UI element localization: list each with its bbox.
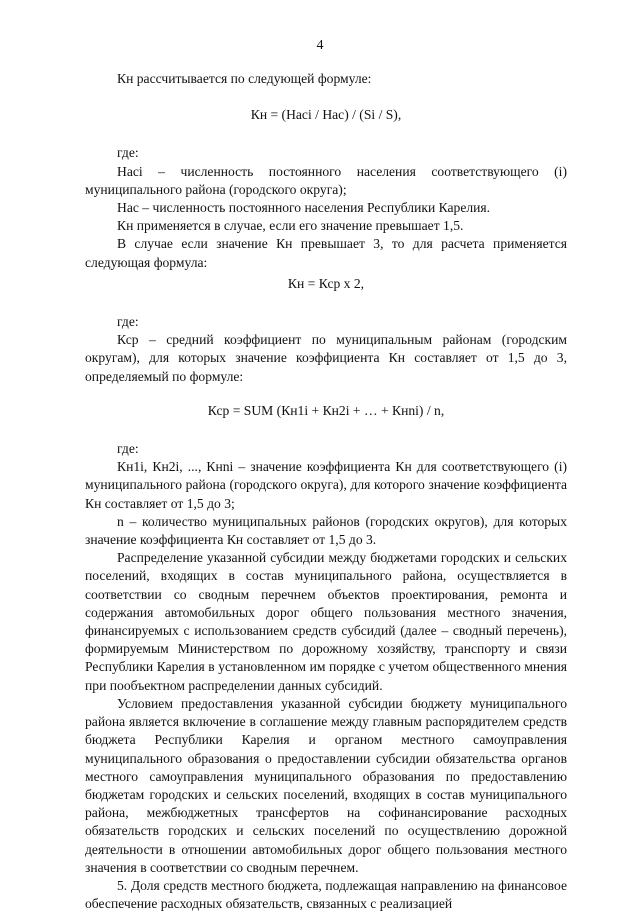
paragraph: Условием предоставления указанной субсидии бюджету муниципального района является включение в соглашение между главным распорядителем средств бюджета Республики Карелия и органом местного самоуправления муниципального образования о предоставлении субсидии обязательства органов местного самоуправления муниципального образования по предоставлению бюджетам городских и сельских поселений, входящих в состав муниципального района, межбюджетных трансфертов на софинансирование расходных обязательств городских и сельских поселений по осуществлению дорожной деятельности в отношении автомобильных дорог общего пользования местного значения в соответствии со сводным перечнем. bbox=[85, 695, 567, 875]
paragraph: Насi – численность постоянного населения соответствующего (i) муниципального района (городского округа); bbox=[85, 163, 567, 197]
paragraph: Кн рассчитывается по следующей формуле: bbox=[117, 71, 372, 86]
formula-kcp-sum: Кср = SUM (Кн1i + Кн2i + … + Кнni) / n, bbox=[207, 402, 445, 418]
paragraph: Кн применяется в случае, если его значение превышает 1,5. bbox=[117, 218, 464, 234]
paragraph: Распределение указанной субсидии между бюджетами городских и сельских поселений, входящих в состав муниципального района, осуществляется в соответствии со сводным перечнем объектов проектирования, ремонта и содержания автомобильных дорог общего пользования местного значения, финансируемых с использованием средств субсидий (далее – сводный перечень), формируемым Министерством по дорожному хозяйству, транспорту и связи Республики Карелия в установленном им порядке с учетом общественного мнения при пообъектном распределении данных субсидий. bbox=[85, 550, 567, 693]
paragraph: где: bbox=[117, 145, 139, 161]
page-number: 4 bbox=[316, 38, 324, 53]
paragraph: Кн1i, Кн2i, ..., Кнni – значение коэффициента Кн для соответствующего (i) муниципального района (городского округа), для которого значение коэффициента Кн составляет от 1,5 до 3; bbox=[85, 459, 567, 511]
formula-kn-kcp: Кн = Кср х 2, bbox=[287, 275, 365, 291]
paragraph: В случае если значение Кн превышает 3, то для расчета применяется следующая формула: bbox=[85, 236, 567, 270]
paragraph: где: bbox=[117, 441, 139, 457]
paragraph: Нас – численность постоянного населения Республики Карелия. bbox=[117, 200, 491, 216]
formula-kn: Кн = (Насi / Нас) / (Si / S), bbox=[250, 107, 402, 123]
paragraph: n – количество муниципальных районов (городских округов), для которых значение коэффициента Кн составляет от 1,5 до 3. bbox=[85, 513, 567, 548]
paragraph: где: bbox=[117, 314, 139, 330]
paragraph: Кср – средний коэффициент по муниципальным районам (городским округам), для которых значение коэффициента Кн составляет от 1,5 до 3, определяемый по формуле: bbox=[85, 332, 567, 384]
document-body bbox=[85, 70, 567, 913]
paragraph: 5. Доля средств местного бюджета, подлежащая направлению на финансовое обеспечение расходных обязательств, связанных с реализацией bbox=[85, 877, 567, 912]
